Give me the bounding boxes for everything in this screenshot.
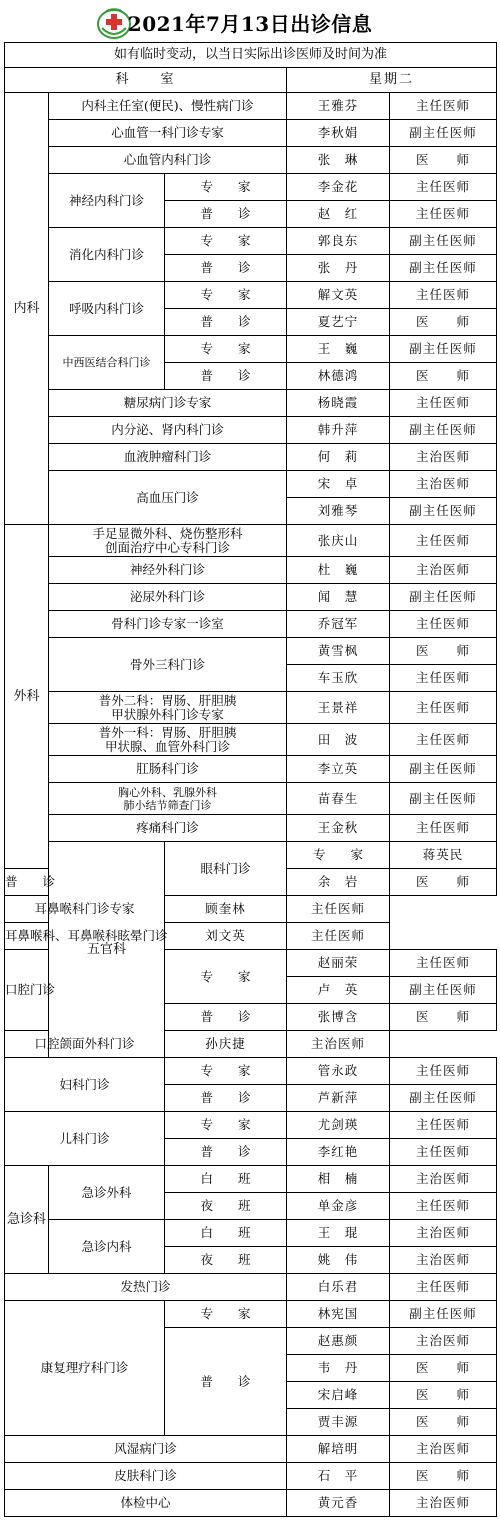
- doctor-title: 医 师: [390, 1004, 497, 1031]
- clinic-type: 专 家: [165, 228, 287, 255]
- dept-name: 中西医结合科门诊: [49, 336, 165, 390]
- doctor-title: 主治医师: [390, 1220, 497, 1247]
- doctor-title: 主治医师: [390, 1328, 497, 1355]
- clinic-type: 普 诊: [165, 1085, 287, 1112]
- dept-name: 血液肿瘤科门诊: [49, 444, 287, 471]
- doctor-title: 主任医师: [390, 93, 497, 120]
- doctor-name: 林宪国: [287, 1301, 390, 1328]
- group-jizhen: 急诊科: [5, 1166, 49, 1274]
- doctor-name: 李秋娟: [287, 120, 390, 147]
- dept-name: 呼吸内科门诊: [49, 282, 165, 336]
- doctor-title: 副主任医师: [390, 336, 497, 363]
- dept-name: 急诊外科: [49, 1166, 165, 1220]
- doctor-title: 主任医师: [390, 201, 497, 228]
- dept-name: 皮肤科门诊: [5, 1463, 287, 1490]
- doctor-title: 主任医师: [287, 923, 390, 950]
- schedule-table: [4, 42, 497, 1517]
- dept-name-line: 甲状腺外科门诊专家: [111, 706, 224, 722]
- doctor-name: 夏艺宁: [287, 309, 390, 336]
- doctor-name: 何 莉: [287, 444, 390, 471]
- clinic-type: 专 家: [165, 950, 287, 1004]
- doctor-title: 医 师: [390, 147, 497, 174]
- dept-name: 口腔颌面外科门诊: [5, 1031, 165, 1058]
- dept-name-line: 肺小结节筛查门诊: [123, 798, 212, 812]
- doctor-name: 韩升萍: [287, 417, 390, 444]
- header-day: 星期二: [287, 68, 497, 93]
- dept-name: [49, 692, 287, 724]
- doctor-title: 主任医师: [390, 525, 497, 557]
- dept-name: 糖尿病门诊专家: [49, 390, 287, 417]
- group-neike: 内科: [5, 93, 49, 525]
- dept-name-line: 普外一科：胃肠、肝胆胰: [98, 724, 237, 740]
- doctor-name: 贾丰源: [287, 1409, 390, 1436]
- dept-name-line: 普外二科：胃肠、肝胆胰: [98, 692, 237, 708]
- dept-name: 骨科门诊专家一诊室: [49, 611, 287, 638]
- doctor-name: 王金秋: [287, 815, 390, 842]
- doctor-title: 医 师: [390, 638, 497, 665]
- doctor-name: 乔冠军: [287, 611, 390, 638]
- doctor-name: 黄元香: [287, 1490, 390, 1517]
- dept-name: 体检中心: [5, 1490, 287, 1517]
- doctor-title: 主治医师: [390, 1436, 497, 1463]
- dept-name: 耳鼻喉科、耳鼻喉科眩晕门诊: [5, 923, 165, 950]
- clinic-type: 专 家: [165, 1112, 287, 1139]
- doctor-name: 张 丹: [287, 255, 390, 282]
- dept-name: 骨外三科门诊: [49, 638, 287, 692]
- doctor-title: 主任医师: [390, 1058, 497, 1085]
- page-title: 2021年7月13日出诊信息: [127, 12, 373, 36]
- doctor-title: 主任医师: [390, 611, 497, 638]
- page-header: [0, 0, 500, 42]
- doctor-title: 副主任医师: [390, 783, 497, 815]
- doctor-name: 王 巍: [287, 336, 390, 363]
- doctor-title: 副主任医师: [390, 584, 497, 611]
- doctor-title: 主任医师: [390, 1139, 497, 1166]
- dept-name: 消化内科门诊: [49, 228, 165, 282]
- doctor-name: 赵惠颜: [287, 1328, 390, 1355]
- doctor-title: 主任医师: [390, 1274, 497, 1301]
- doctor-name: 姚 伟: [287, 1247, 390, 1274]
- doctor-title: 医 师: [390, 1382, 497, 1409]
- clinic-type: 普 诊: [165, 1328, 287, 1436]
- doctor-name: 闻 慧: [287, 584, 390, 611]
- doctor-title: 主治医师: [390, 1166, 497, 1193]
- doctor-title: 主治医师: [287, 1031, 390, 1058]
- doctor-name: 黄雪枫: [287, 638, 390, 665]
- clinic-type: 普 诊: [165, 1004, 287, 1031]
- doctor-title: 副主任医师: [390, 417, 497, 444]
- doctor-name: 郭良东: [287, 228, 390, 255]
- doctor-name: 苗春生: [287, 783, 390, 815]
- doctor-name: 赵丽荣: [287, 950, 390, 977]
- doctor-name: 芦新萍: [287, 1085, 390, 1112]
- dept-name: 内科主任室(便民)、慢性病门诊: [49, 93, 287, 120]
- clinic-type: 普 诊: [165, 255, 287, 282]
- doctor-name: 田 波: [287, 724, 390, 756]
- doctor-title: 医 师: [390, 1409, 497, 1436]
- doctor-name: 张庆山: [287, 525, 390, 557]
- dept-name: 神经内科门诊: [49, 174, 165, 228]
- doctor-title: 主任医师: [390, 815, 497, 842]
- doctor-title: 主任医师: [390, 282, 497, 309]
- doctor-title: 主任医师: [287, 896, 390, 923]
- dept-name: 急诊内科: [49, 1220, 165, 1274]
- doctor-name: 顾奎林: [165, 896, 287, 923]
- doctor-title: 医 师: [390, 309, 497, 336]
- doctor-title: 主治医师: [390, 1247, 497, 1274]
- clinic-type: 专 家: [287, 842, 390, 869]
- shift-type: 夜 班: [165, 1193, 287, 1220]
- shift-type: 白 班: [165, 1166, 287, 1193]
- doctor-title: 副主任医师: [390, 1301, 497, 1328]
- shift-type: 夜 班: [165, 1247, 287, 1274]
- clinic-type: 专 家: [165, 1058, 287, 1085]
- dept-name: 风湿病门诊: [5, 1436, 287, 1463]
- dept-name-line: 创面治疗中心专科门诊: [104, 539, 230, 555]
- doctor-name: 卢 英: [287, 977, 390, 1004]
- doctor-name: 张博含: [287, 1004, 390, 1031]
- dept-name: 泌尿外科门诊: [49, 584, 287, 611]
- dept-name: 疼痛科门诊: [49, 815, 287, 842]
- doctor-name: 石 平: [287, 1463, 390, 1490]
- clinic-type: 普 诊: [165, 363, 287, 390]
- doctor-name: 赵 红: [287, 201, 390, 228]
- doctor-name: 宋 卓: [287, 471, 390, 498]
- doctor-name: 杜 巍: [287, 557, 390, 584]
- doctor-name: 余 岩: [287, 869, 390, 896]
- doctor-name: 李立英: [287, 756, 390, 783]
- doctor-name: 尤剑瑛: [287, 1112, 390, 1139]
- dept-name: 口腔门诊: [5, 950, 49, 1031]
- doctor-title: 医 师: [390, 363, 497, 390]
- clinic-type: 专 家: [165, 282, 287, 309]
- dept-name: 妇科门诊: [5, 1058, 165, 1112]
- doctor-name: 车玉欣: [287, 665, 390, 692]
- doctor-title: 主任医师: [390, 724, 497, 756]
- clinic-type: 普 诊: [5, 869, 49, 896]
- doctor-name: 单金彦: [287, 1193, 390, 1220]
- notice: 如有临时变动，以当日实际出诊医师及时间为准: [5, 43, 497, 68]
- doctor-title: 副主任医师: [390, 977, 497, 1004]
- doctor-name: 解培明: [287, 1436, 390, 1463]
- doctor-name: 杨晓霞: [287, 390, 390, 417]
- doctor-name: 蒋英民: [390, 842, 497, 869]
- doctor-title: 主治医师: [390, 471, 497, 498]
- doctor-title: 医 师: [390, 1355, 497, 1382]
- dept-name-line: 甲状腺、血管外科门诊: [104, 738, 230, 754]
- doctor-title: 主治医师: [390, 1490, 497, 1517]
- doctor-title: 医 师: [390, 1463, 497, 1490]
- dept-name: [49, 724, 287, 756]
- doctor-title: 主治医师: [390, 557, 497, 584]
- dept-name: 心血管内科门诊: [49, 147, 287, 174]
- dept-name: [49, 525, 287, 557]
- doctor-name: 李红艳: [287, 1139, 390, 1166]
- doctor-title: 副主任医师: [390, 228, 497, 255]
- doctor-title: 医 师: [390, 869, 497, 896]
- doctor-name: 王景祥: [287, 692, 390, 724]
- dept-name: 耳鼻喉科门诊专家: [5, 896, 165, 923]
- dept-name: [49, 783, 287, 815]
- doctor-name: 张 琳: [287, 147, 390, 174]
- doctor-title: 副主任医师: [390, 756, 497, 783]
- clinic-type: 普 诊: [165, 201, 287, 228]
- dept-name: 高血压门诊: [49, 471, 287, 525]
- dept-name: 心血管一科门诊专家: [49, 120, 287, 147]
- doctor-title: 副主任医师: [390, 255, 497, 282]
- dept-name: 肛肠科门诊: [49, 756, 287, 783]
- doctor-title: 主任医师: [390, 950, 497, 977]
- clinic-type: 专 家: [165, 174, 287, 201]
- doctor-name: 相 楠: [287, 1166, 390, 1193]
- doctor-name: 刘雅琴: [287, 498, 390, 525]
- dept-name: 发热门诊: [5, 1274, 287, 1301]
- doctor-name: 管永政: [287, 1058, 390, 1085]
- doctor-title: 主任医师: [390, 174, 497, 201]
- dept-name-line: 胸心外科、乳腺外科: [118, 785, 217, 799]
- dept-name: 康复理疗科门诊: [5, 1301, 165, 1436]
- dept-name: 内分泌、肾内科门诊: [49, 417, 287, 444]
- clinic-type: 普 诊: [165, 1139, 287, 1166]
- clinic-type: 专 家: [165, 336, 287, 363]
- doctor-title: 主任医师: [390, 665, 497, 692]
- clinic-type: 普 诊: [165, 309, 287, 336]
- doctor-title: 主任医师: [390, 1112, 497, 1139]
- doctor-name: 王 琨: [287, 1220, 390, 1247]
- doctor-name: 韦 丹: [287, 1355, 390, 1382]
- group-wuguan: 五官科: [49, 842, 165, 1058]
- header-dept: 科 室: [5, 68, 287, 93]
- doctor-name: 孙庆捷: [165, 1031, 287, 1058]
- doctor-title: 副主任医师: [390, 120, 497, 147]
- dept-name: 眼科门诊: [165, 842, 287, 896]
- dept-name: 神经外科门诊: [49, 557, 287, 584]
- doctor-name: 刘文英: [165, 923, 287, 950]
- group-waike: 外科: [5, 525, 49, 869]
- shift-type: 白 班: [165, 1220, 287, 1247]
- doctor-name: 解文英: [287, 282, 390, 309]
- doctor-name: 李金花: [287, 174, 390, 201]
- doctor-title: 主任医师: [390, 390, 497, 417]
- dept-name-line: 手足显微外科、烧伤整形科: [92, 525, 243, 541]
- doctor-name: 白乐君: [287, 1274, 390, 1301]
- doctor-title: 主任医师: [390, 1193, 497, 1220]
- dept-name: 儿科门诊: [5, 1112, 165, 1166]
- clinic-type: 专 家: [165, 1301, 287, 1328]
- doctor-name: 王雅芬: [287, 93, 390, 120]
- doctor-title: 主治医师: [390, 444, 497, 471]
- doctor-title: 副主任医师: [390, 498, 497, 525]
- doctor-name: 林德鸿: [287, 363, 390, 390]
- doctor-name: 宋启峰: [287, 1382, 390, 1409]
- doctor-title: 副主任医师: [390, 1085, 497, 1112]
- doctor-title: 主任医师: [390, 692, 497, 724]
